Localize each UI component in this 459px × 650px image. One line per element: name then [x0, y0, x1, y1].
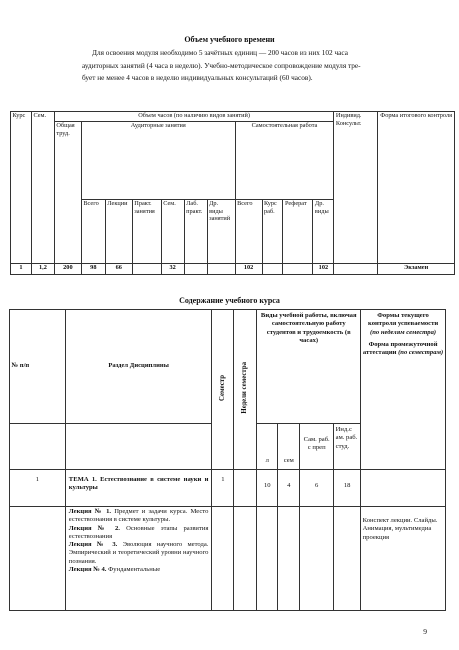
cell-individ [334, 264, 378, 275]
cell-num: 1 [10, 470, 66, 507]
cell-sem-col: 32 [161, 264, 184, 275]
para-line-3: бует не менее 4 часов в неделю индивидуальных консультаций (60 часов). [82, 73, 313, 82]
lecture-3-label: Лекция № 3. [68, 541, 118, 549]
cell-sem: 1,2 [31, 264, 54, 275]
cell-kurs-rab [262, 264, 283, 275]
cell-forma: Экзамен [378, 264, 455, 275]
table-row [10, 470, 446, 507]
cell-l: 10 [257, 470, 278, 507]
hdr-num [10, 310, 66, 424]
hdr-samost: Самостоятельная работа [235, 122, 334, 200]
lecture-1-label: Лекция № 1. [68, 508, 112, 515]
hdr-semestr [212, 310, 234, 470]
cell-dr-vidy: 102 [313, 264, 334, 275]
hdr-sam: Сам. раб. с преп [300, 424, 334, 470]
cell-referat [283, 264, 313, 275]
table-row [10, 507, 446, 611]
hdr-individ: Индивид. Консульт. [334, 112, 378, 264]
hdr-sem: Сем. [31, 112, 54, 264]
hdr-forma: Форма итогового контроля [378, 112, 455, 264]
cell-prakt [132, 264, 161, 275]
intro-paragraph [82, 47, 437, 85]
hdr-razdel-label: Раздел Дисциплины [108, 362, 169, 370]
hdr-formy1-label: Формы текущего контроля успеваемости [368, 312, 439, 328]
cell-ind: 18 [334, 470, 361, 507]
hdr-formy2-italic: (по семестрам) [398, 349, 444, 357]
hdr-hours: Объем часов (по наличию видов занятий) [54, 112, 334, 122]
form-cell: Конспект лекции. Слайды. Анимация, мультимедиа проекция [361, 507, 446, 611]
section-title-volume: Объем учебного времени [184, 35, 275, 44]
hdr-nedeli-label: Недели семестра [241, 362, 249, 414]
cell-lab [184, 264, 207, 275]
cell-sem: 4 [278, 470, 300, 507]
lecture-4-label: Лекция № 4. [68, 566, 107, 574]
hdr-l: л [257, 424, 278, 470]
lecture-2-label: Лекция № 2. [68, 524, 120, 532]
lecture-4-text: Фундаментальные [106, 566, 161, 574]
para-line-1: Для освоения модуля необходимо 5 зачётных единиц — 200 часов из них 102 часа [92, 48, 348, 57]
hdr-prakt: Практ. занятия [132, 200, 161, 264]
hdr-semestr-label: Семестр [218, 374, 226, 401]
hdr-obsh: Общая труд. [54, 122, 81, 264]
hdr-sem-small: сем [278, 424, 300, 470]
lecture-2-text: Основные этапы развития естествознания [68, 524, 209, 540]
hdr-kurs-rab: Курс раб. [262, 200, 283, 264]
hdr-ind: Инд.с ам. раб. студ. [334, 424, 361, 470]
hdr-vidy: Виды учебной работы, включая самостоятельную работу студентов и трудоемкость (в часах) [257, 310, 361, 424]
cell-dr-vidy-zan [207, 264, 235, 275]
hdr-formy2-label: Форма промежуточной аттестации [362, 340, 438, 357]
table-row [11, 264, 455, 275]
content-table [9, 309, 446, 611]
hdr-referat: Реферат [283, 200, 313, 264]
page-number: 9 [423, 627, 427, 636]
lecture-3-text: Эволюция научного метода. Эмпирический и теоретический уровни научного познания. [68, 541, 209, 565]
hours-table [10, 111, 455, 275]
hdr-dr-vidy-zan: Др. виды занятий [207, 200, 235, 264]
hdr-aud: Аудиторные занятия [81, 122, 235, 200]
hdr-vsego-aud: Всего [81, 200, 105, 264]
hdr-razdel [65, 310, 212, 424]
hdr-lekcii: Лекции [105, 200, 132, 264]
lectures-cell [65, 507, 212, 611]
hdr-dr-vidy: Др. виды [313, 200, 334, 264]
hdr-kurs: Курс [11, 112, 32, 264]
cell-obsh: 200 [54, 264, 81, 275]
cell-semestr: 1 [212, 470, 234, 507]
cell-kurs: 1 [11, 264, 32, 275]
hdr-nedeli [234, 310, 257, 470]
section-title-content: Содержание учебного курса [179, 296, 280, 305]
hdr-num-label: № п/п [11, 362, 30, 370]
cell-vsego-sam: 102 [235, 264, 262, 275]
cell-sam: 6 [300, 470, 334, 507]
lecture-1-text: Предмет и задачи курса. Место естествознания в системе культуры. [68, 508, 209, 524]
hdr-formy [361, 310, 446, 470]
cell-vsego-aud: 98 [81, 264, 105, 275]
cell-topic-title: ТЕМА 1. Естествознание в системе науки и культуры [65, 470, 212, 507]
hdr-formy1-italic: (по неделям семестра) [370, 328, 437, 336]
hdr-sem-col: Сем. [161, 200, 184, 264]
cell-lekcii: 66 [105, 264, 132, 275]
hdr-vsego-sam: Всего [235, 200, 262, 264]
hdr-lab: Лаб. практ. [184, 200, 207, 264]
para-line-2: аудиторных занятий (4 часа в неделю). Учебно-методическое сопровождение модуля тре- [82, 60, 361, 70]
